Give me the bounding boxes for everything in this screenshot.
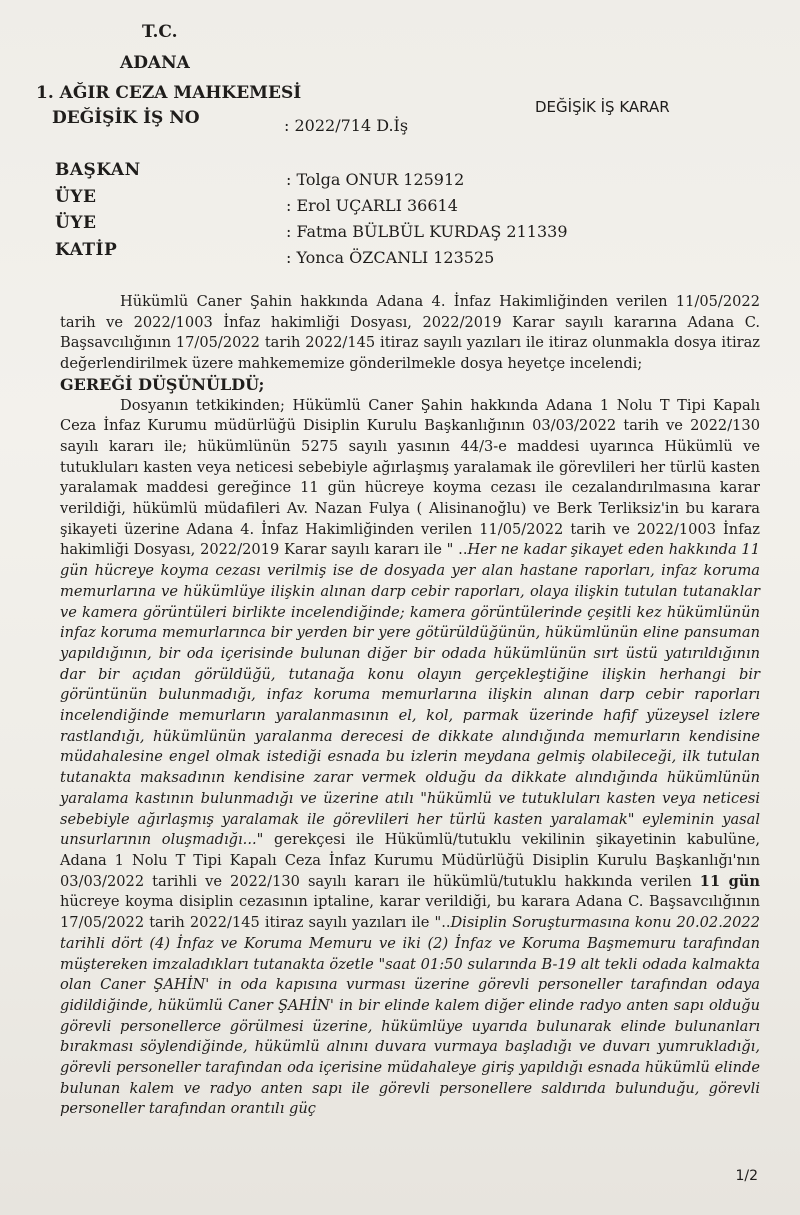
section-heading: GEREĞİ DÜŞÜNÜLDÜ; (60, 374, 265, 394)
page-number: 1/2 (735, 1168, 758, 1184)
header-tc: T.C. (142, 22, 178, 42)
panel-role-president: BAŞKAN (55, 160, 141, 180)
panel-name-member-2: : Fatma BÜLBÜL KURDAŞ 211339 (286, 222, 568, 241)
panel-role-clerk: KATİP (55, 240, 118, 260)
text-segment: gerekçesi ile Hükümlü/tutuklu vekilinin şikayetinin kabulüne, Adana 1 Nolu T Tipi Kapalı Ceza İnfaz Kurumu Müdürlüğü Disiplin Kurulu Başkanlığı'nın 03/03/2022 tarihli ve 2022/130 sayılı kararı ile hükümlü/tutuklu hakkında verilen (60, 831, 760, 890)
case-number-value: : 2022/714 D.İş (284, 116, 409, 135)
panel-name-member-1: : Erol UÇARLI 36614 (286, 196, 458, 215)
quoted-reasoning: Her ne kadar şikayet eden hakkında 11 gün hücreye koyma cezası verilmiş ise de dosyada yer alan hastane raporları, infaz koruma memurlarına ve hükümlüye ilişkin alınan darp cebir raporları, olaya ilişkin tutulan tutanaklar ve kamera görüntüleri birlikte incelendiğinde; kamera görüntülerinde çeşitli kez hükümlünün infaz koruma memurlarınca bir yerden bir yere götürüldüğünün, hükümlünün eline pansuman yapıldığının, bir oda içerisinde bulunan diğer bir odada hükümlünün sırt üstü yatırıldığının dar bir açıdan görüldüğü, tutanağa konu olayın gerçekleştiğine ilişkin herhangi bir görüntünün bulunmadığı, infaz koruma memurlarına ilişkin alınan darp cebir raporları incelendiğinde memurların yaralanmasının el, kol, parmak üzerinde hafif yüzeysel izlere rastlandığı, hükümlünün yaralanma derecesi de dikkate alındığında memurların kendisine müdahalesine engel olmak istediği esnada bu izlerin meydana gelmiş olabileceği, ilk tutulan tutanakta maksadının kendisine zarar vermek olduğu da dikkate alındığında hükümlünün yaralama kastının bulunmadığı ve üzerine atılı "hükümlü ve tutukluları kasten veya neticesi sebebiyle ağırlaşmış yaralamak ile görevlileri her türlü kasten yaralamak" eyleminin yasal unsurlarının oluşmadığı..." (60, 541, 761, 849)
text-segment: hücreye koyma disiplin cezasının iptaline, karar verildiği, bu karara Adana C. Başsavcılığının 17/05/2022 tarih 2022/145 itiraz sayılı yazıları ile ".. (60, 893, 760, 932)
text-segment: Dosyanın tetkikinden; Hükümlü Caner Şahin hakkında Adana 1 Nolu T Tipi Kapalı Ceza İnfaz Kurumu müdürlüğü Disiplin Kurulu Başkanlığının 03/03/2022 tarih ve 2022/130 sayılı kararı ile; hükümlünün 5275 sayılı yasının 44/3-e maddesi uyarınca Hükümlü ve tutukluları kasten veya neticesi sebebiyle ağırlaşmış yaralamak ile görevlileri her türlü kasten yaralamak maddesi gereğince 11 gün hücreye koyma cezası ile cezalandırılmasına karar verildiği, hükümlü müdafileri Av. Nazan Fulya ( Alisinanoğlu) ve Berk Terliksiz'in bu karara şikayeti üzerine Adana 4. İnfaz Hakimliğinden verilen 11/05/2022 tarih ve 2022/1003 İnfaz hakimliği Dosyası, 2022/2019 Karar sayılı kararı ile " .. (60, 396, 760, 559)
panel-role-member-1: ÜYE (55, 187, 97, 207)
document-type-title: DEĞİŞİK İŞ KARAR (535, 98, 670, 116)
panel-name-president: : Tolga ONUR 125912 (286, 170, 465, 189)
panel-role-member-2: ÜYE (55, 213, 97, 233)
panel-name-clerk: : Yonca ÖZCANLI 123525 (286, 248, 495, 267)
header-city: ADANA (120, 53, 190, 73)
header-court: 1. AĞIR CEZA MAHKEMESİ (36, 83, 302, 103)
decision-body (60, 292, 760, 1120)
quoted-objection: Disiplin Soruşturmasına konu 20.02.2022 tarihli dört (4) İnfaz ve Koruma Memuru ve iki (2) İnfaz ve Koruma Başmemuru tarafından müştereken imzaladıkları tutanakta özetle "saat 01:50 sularında B-19 alt tekli odada kalmakta olan Caner ŞAHİN' in oda kapısına vurması üzerine görevli personeller tarafından odaya gidildiğinde, hükümlü Caner ŞAHİN' in bir elinde kalem diğer elinde radyo anten sapı olduğu görevli personellerce görülmesi üzerine, hükümlüye uyarıda bulunarak elinde bulunanları bırakması söylendiğinde, hükümlü alnını duvara vurmaya başladığı ve duvarı yumrukladığı, görevli personeller tarafından oda içerisine müdahaleye giriş yapıldığı esnada hükümlü elinde bulunan kalem ve radyo anten sapı ile görevli personellere saldırıda bulunduğu, görevli personeller tarafından orantılı güç (60, 914, 760, 1118)
penalty-duration: 11 gün (699, 872, 760, 890)
main-paragraph (60, 396, 760, 1121)
case-number-label: DEĞİŞİK İŞ NO (52, 108, 200, 128)
intro-paragraph: Hükümlü Caner Şahin hakkında Adana 4. İnfaz Hakimliğinden verilen 11/05/2022 tarih ve 2022/1003 İnfaz hakimliği Dosyası, 2022/2019 Karar sayılı kararına Adana C. Başsavcılığının 17/05/2022 tarih 2022/145 itiraz sayılı yazıları ile itiraz olunmakla dosya itiraz değerlendirilmek üzere mahkememize gönderilmekle dosya heyetçe incelendi; (60, 293, 760, 373)
